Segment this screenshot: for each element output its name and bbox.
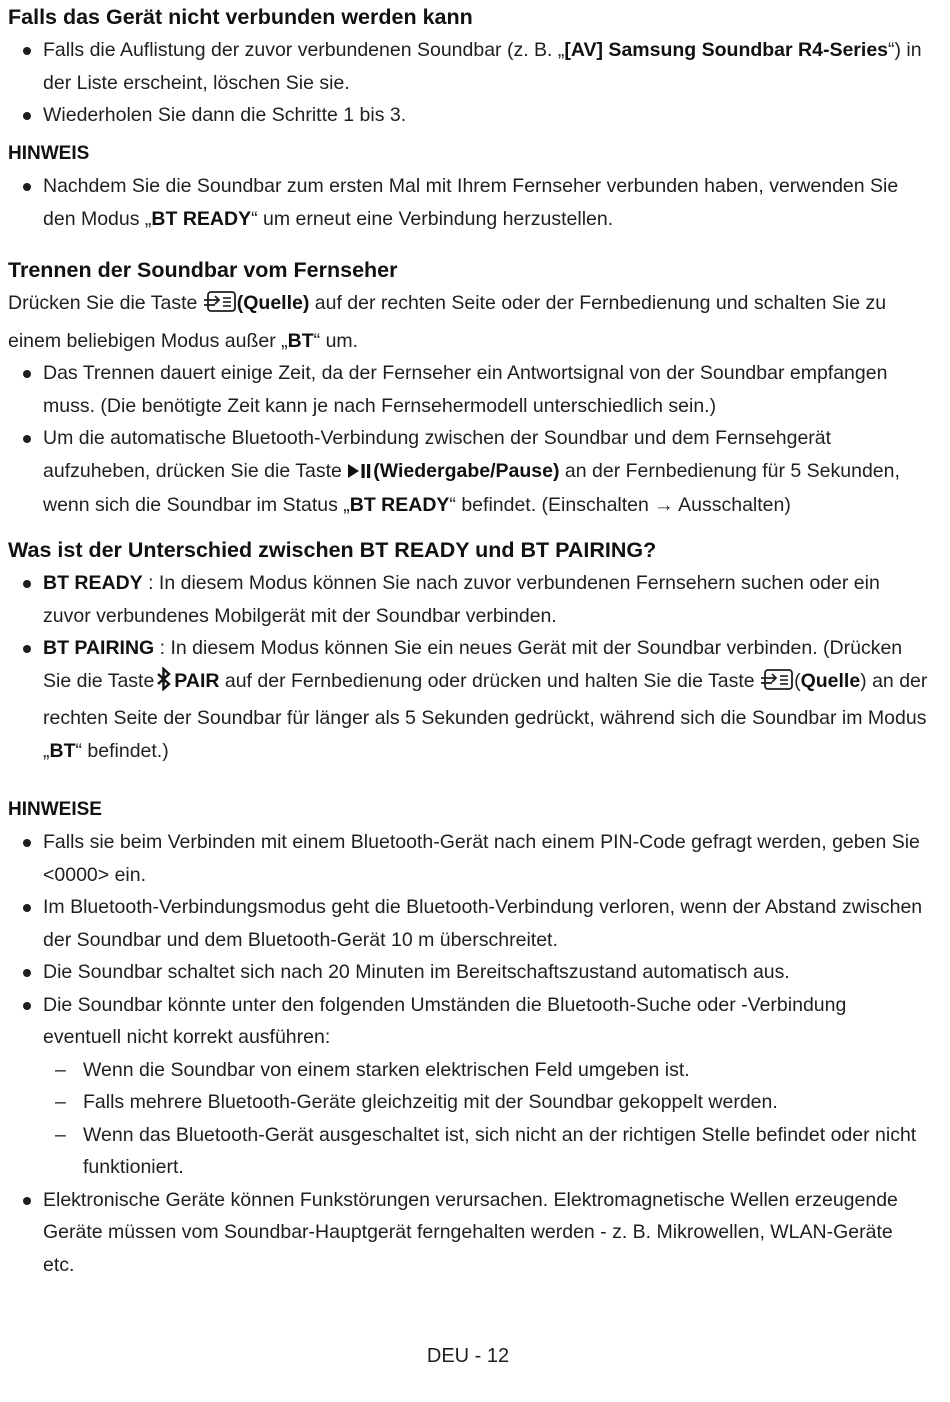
- text: : In diesem Modus können Sie nach zuvor verbundenen Fernsehern suchen oder ein zuvor verbundenes Mobilgerät mit der Soundbar verbinden.: [43, 572, 880, 627]
- text: “ befindet.): [75, 739, 169, 762]
- bullet-list: [8, 34, 928, 132]
- section-title: Was ist der Unterschied zwischen BT READY und BT PAIRING?: [8, 538, 657, 562]
- mode-name: BT PAIRING: [43, 637, 155, 659]
- text: an der Fernbedienung für 5 Sekunden, wenn sich die Soundbar im Status „: [43, 459, 900, 516]
- source-label: Quelle: [800, 669, 861, 692]
- text: “ um erneut eine Verbindung herzustellen.: [251, 207, 614, 230]
- section-disconnect: [8, 253, 928, 522]
- note-block: [8, 138, 928, 235]
- list-item: Elektronische Geräte können Funkstörungen verursachen. Elektromagnetische Wellen erzeugende Geräte müssen vom Soundbar-Hauptgerät ferngehalten werden - z. B. Mikrowellen, WLAN-Geräte etc.: [8, 1184, 928, 1282]
- list-item: Im Bluetooth-Verbindungsmodus geht die Bluetooth-Verbindung verloren, wenn der Abstand zwischen der Soundbar und dem Bluetooth-Gerät 10 m überschreitet.: [8, 891, 928, 956]
- list-item: [8, 989, 928, 1184]
- text: : In diesem Modus können Sie ein neues Gerät mit der Soundbar verbinden. (Drücken Sie die Taste: [43, 637, 903, 692]
- bluetooth-icon: [154, 667, 174, 702]
- text: auf der Fernbedienung oder drücken und halten Sie die Taste: [219, 669, 761, 692]
- text: Falls die Auflistung der zuvor verbundenen Soundbar (z. B. „: [43, 39, 565, 61]
- device-name: [AV] Samsung Soundbar R4-Series: [564, 39, 889, 61]
- text: “ befindet. (Einschalten → Ausschalten): [449, 494, 791, 516]
- play-pause-label: (Wiedergabe/Pause): [373, 459, 560, 482]
- list-item: Falls sie beim Verbinden mit einem Bluetooth-Gerät nach einem PIN-Code gefragt werden, geben Sie <0000> ein.: [8, 826, 928, 891]
- text: (: [794, 669, 801, 692]
- bullet-list: [8, 357, 928, 522]
- list-item: Die Soundbar schaltet sich nach 20 Minuten im Bereitschaftszustand automatisch aus.: [8, 956, 928, 989]
- text: Drücken Sie die Taste: [8, 292, 203, 314]
- dash-list: [43, 1054, 928, 1184]
- text: Die Soundbar könnte unter den folgenden Umständen die Bluetooth-Suche oder -Verbindung eventuell nicht korrekt ausführen:: [43, 993, 847, 1048]
- list-item: [8, 567, 928, 632]
- list-item: – Wenn das Bluetooth-Gerät ausgeschaltet ist, sich nicht an der richtigen Stelle befindet oder nicht funktioniert.: [43, 1119, 928, 1184]
- list-item: – Falls mehrere Bluetooth-Geräte gleichzeitig mit der Soundbar gekoppelt werden.: [43, 1086, 928, 1119]
- notes-label: HINWEISE: [8, 799, 102, 820]
- list-item: [8, 34, 928, 99]
- list-item: [8, 170, 928, 235]
- source-icon: [203, 290, 237, 325]
- section-title: Trennen der Soundbar vom Fernseher: [8, 258, 398, 282]
- mode-name: BT: [49, 739, 76, 762]
- mode-name: BT READY: [349, 494, 450, 516]
- section-difference: [8, 533, 928, 767]
- mode-name: BT READY: [151, 207, 252, 230]
- mode-name: BT READY: [43, 572, 143, 594]
- section-not-connected: [8, 0, 928, 132]
- list-item: Wiederholen Sie dann die Schritte 1 bis 3.: [8, 99, 928, 132]
- source-label: (Quelle): [236, 292, 310, 314]
- notes-block: [8, 794, 928, 1281]
- bullet-list: [8, 170, 928, 235]
- note-label: HINWEIS: [8, 143, 90, 164]
- text: “ um.: [313, 329, 359, 352]
- section-title: Falls das Gerät nicht verbunden werden kann: [8, 5, 473, 29]
- source-icon: [760, 668, 794, 703]
- bullet-list: [8, 826, 928, 1281]
- text: Nachdem Sie die Soundbar zum ersten Mal mit Ihrem Fernseher verbunden haben, verwenden Sie den Modus „: [43, 175, 899, 230]
- text: auf der rechten Seite oder der Fernbedienung und schalten Sie zu einem beliebigen Modus außer „: [8, 292, 887, 352]
- bullet-list: [8, 567, 928, 767]
- list-item: – Wenn die Soundbar von einem starken elektrischen Feld umgeben ist.: [43, 1054, 928, 1087]
- pair-label: PAIR: [174, 669, 220, 692]
- text: Um die automatische Bluetooth-Verbindung zwischen der Soundbar und dem Fernsehgerät aufzuheben, drücken Sie die Taste: [43, 427, 832, 482]
- page-number: DEU - 12: [426, 1345, 510, 1367]
- intro-paragraph: [8, 287, 928, 357]
- list-item: [8, 632, 928, 767]
- text: “) in der Liste erscheint, löschen Sie sie.: [43, 39, 922, 94]
- play-pause-icon: [347, 457, 373, 490]
- mode-name: BT: [287, 329, 314, 352]
- list-item: Das Trennen dauert einige Zeit, da der Fernseher ein Antwortsignal von der Soundbar empfangen muss. (Die benötigte Zeit kann je nach Fernsehermodell unterschiedlich sein.): [8, 357, 928, 422]
- list-item: [8, 422, 928, 522]
- text: ) an der rechten Seite der Soundbar für länger als 5 Sekunden gedrückt, während sich die Soundbar im Modus „: [43, 669, 928, 762]
